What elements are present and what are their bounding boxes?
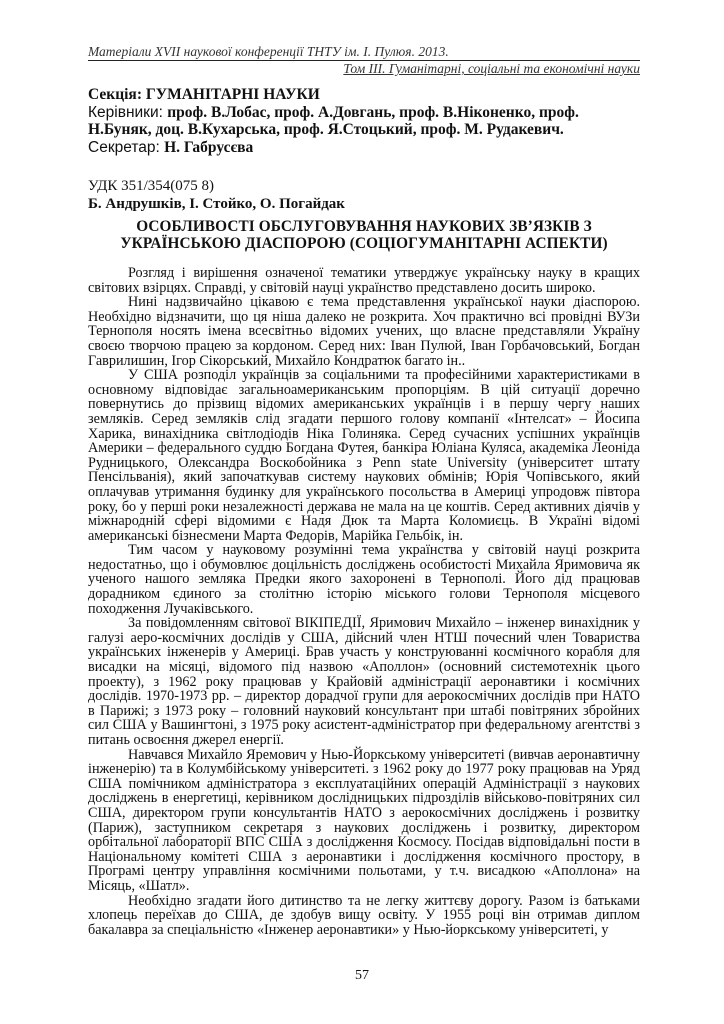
paragraph: У США розподіл українців за соціальними та професійними характеристиками в основному відповідає загальноамериканським пропорціям. В цій ситуації доречно повернутись до прізвищ відомих американських українців і в першу чергу наших земляків. Серед земляків слід згадати першого голову компанії «Інтелсат» – Йосипа Харика, винахідника світлодіодів Ніка Голиняка. Серед сучасних успішних українців Америки – федерального суддю Богдана Футея, банкіра Юліана Куляса, академіка Леоніда Рудницького, Олександра Воскобойника з Penn state University (університет штату Пенсільванія), який започаткував систему наукових обмінів; Юрія Чопівського, який оплачував утримання будинку для українського посольства в Америці упродовж півтора року, бо у перші роки незалежності держава не мала на це коштів. Серед активних діячів у міжнародній сфері відомими є Надя Дюк та Марта Коломиєць. В Україні відомі американські бізнесмени Марта Федорів, Марійка Гельбік, ін. <box>88 367 640 544</box>
leaders-names: проф. В.Лобас, проф. А.Довгань, проф. В.Ніконенко, проф. Н.Буняк, доц. В.Кухарська, проф. Я.Стоцький, проф. М. Рудакевич. <box>88 103 579 138</box>
section-info <box>88 86 640 156</box>
article-authors: Б. Андрушків, І. Стойко, О. Погайдак <box>88 196 345 212</box>
paragraph: Тим часом у науковому розумінні тема українства у світовій науці розкрита недостатньо, що і обумовлює доцільність досліджень особистості Михайла Яримовича як ученого нашого земляка Предки якого захоронені в Тернополі. Його дід працював дорадником єдиного за столітню історію міського голови Тернополя місцевого походження Лучаківського. <box>88 542 640 617</box>
secretary-line <box>88 139 640 157</box>
section-line <box>88 86 640 104</box>
paragraph: Розгляд і вирішення означеної тематики утверджує українську науку в кращих світових взірцях. Справді, у світовій науці українство представлено досить широко. <box>88 265 640 296</box>
article-body <box>88 266 640 937</box>
section-name: ГУМАНІТАРНІ НАУКИ <box>145 86 320 103</box>
page-number: 57 <box>355 968 369 983</box>
udk-code: УДК 351/354(075 8) <box>88 178 214 194</box>
leaders-label: Керівники: <box>88 103 168 121</box>
running-header-conference: Матеріали XVII наукової конференції ТНТУ ім. І. Пулюя. 2013. <box>88 44 449 59</box>
paragraph: Нині надзвичайно цікавою є тема представлення української науки діаспорою. Необхідно відзначити, що ця ніша далеко не розкрита. Хоч практично всі провідні ВУЗи Тернополя носять імена всесвітньо відомих учених, що власне представляли Україну своєю творчою працею за кордоном. Серед них: Іван Пулюй, Іван Горбачовський, Богдан Гаврилишин, Ігор Сікорський, Михайло Кондратюк багато ін.. <box>88 294 640 369</box>
running-header-volume: Том ІІІ. Гуманітарні, соціальні та економічні науки <box>343 61 640 76</box>
leaders-line <box>88 104 640 139</box>
paragraph: Навчався Михайло Яремович у Нью-Йоркському університеті (вивчав аеронавтичну інженерію) та в Колумбійському університеті. з 1962 року до 1977 року працював на Уряд США помічником адміністратора з експлуатаційних операцій Адміністрації з наукових досліджень в енергетиці, керівником дослідницьких підрозділів військово-повітряних сил США, директором групи консультантів НАТО з аерокосмічних досліджень і розвитку (Париж), заступником секретаря з наукових досліджень і розвитку, директором орбітальної лабораторії ВПС США з дослідження Космосу. Посідав відповідальні пости в Національному комітеті США з аеронавтики і дослідження космічного простору, в Програмі центру управління космічними польотами, у т.ч. висадкою «Аполлона» на Місяць, «Шатл». <box>88 746 640 894</box>
article-title: ОСОБЛИВОСТІ ОБСЛУГОВУВАННЯ НАУКОВИХ ЗВ’ЯЗКІВ З УКРАЇНСЬКОЮ ДІАСПОРОЮ (СОЦІОГУМАНІТАРНІ АСПЕКТИ) <box>120 218 608 252</box>
secretary-label: Секретар: <box>88 138 165 156</box>
secretary-name: Н. Габрусєва <box>164 138 254 156</box>
paragraph: Необхідно згадати його дитинство та не легку життєву дорогу. Разом із батьками хлопець переїхав до США, де здобув вищу освіту. У 1955 році він отримав диплом бакалавра за спеціальністю «Інженер аеронавтики» у Нью-йоркському університеті, у <box>88 892 640 938</box>
section-label: Секція: <box>88 86 146 103</box>
paragraph: За повідомленням світової ВІКІПЕДІЇ, Яримович Михайло – інженер винахідник у галузі аеро-космічних дослідів у США, дійсний член НТШ почесний член Товариства українських інженерів у Америці. Брав участь у конструюванні космічного корабля для висадки на місяці, відомого під назвою «Аполлон» (основний системотехнік цього проекту), з 1962 року працював у Крайовій адміністрації аеронавтики і космічних дослідів. 1970-1973 рр. – директор дорадчої групи для аерокосмічних дослідів при НАТО в Парижі; з 1973 року – головний науковий консультант при штабі повітряних збройних сил США у Вашингтоні, з 1975 року асистент-адміністратор при федеральному агентстві з питань освоєння джерел енергії. <box>88 615 640 748</box>
